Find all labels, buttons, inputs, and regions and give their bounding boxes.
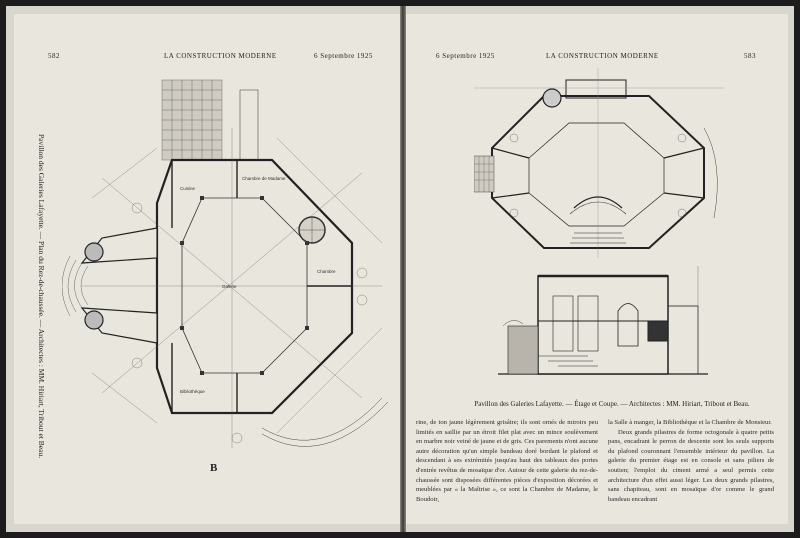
right-page-number: 583	[744, 52, 756, 60]
vertical-caption-text: Pavillon des Galeries Lafayette. — Plan du Rez-de-chaussée. — Architectes : MM. Hiriart, Tribout et Beau.	[37, 134, 46, 459]
left-journal-title: LA CONSTRUCTION MODERNE	[164, 52, 277, 60]
label-cuisine: Cuisine	[180, 186, 196, 191]
left-page-number: 582	[48, 52, 60, 60]
left-page	[14, 14, 400, 524]
right-journal-title: LA CONSTRUCTION MODERNE	[546, 52, 659, 60]
section-drawing	[498, 266, 708, 381]
label-bibliotheque: Bibliothèque	[180, 389, 205, 394]
ground-floor-plan	[62, 68, 392, 468]
left-date: 6 Septembre 1925	[314, 52, 373, 60]
label-galerie: Galerie	[222, 284, 237, 289]
figure-caption: Pavillon des Galeries Lafayette. — Étage et Coupe. — Architectes : MM. Hiriart, Tribout et Beau.	[474, 400, 750, 408]
left-wings	[82, 228, 157, 343]
section-marker-b: B	[210, 462, 218, 474]
book-spread	[6, 6, 794, 532]
paragraph: Deux grands pilastres de forme octogonale à quatre petits pans, encadrant le perron de descente sont les seuls supports du plafond couronnant l'ensemble intérieur du pavillon. La galerie du premier étage est en console et sans piliers de soutien; l'emploi du ciment armé a seul permis cette architecture d'un effet aussi léger. Les deux grands pilastres, sans chapiteau, sont en mosaïque d'or comme le grand bandeau encadrant	[608, 428, 774, 503]
paragraph: la Salle à manger, la Bibliothèque et la Chambre de Monsieur.	[608, 419, 772, 426]
pergola-grid	[162, 80, 222, 160]
right-page	[406, 14, 788, 524]
plan-vertical-caption	[36, 134, 46, 459]
upper-floor-plan	[474, 68, 724, 258]
right-date: 6 Septembre 1925	[436, 52, 495, 60]
paragraph: rine, de ton jaune légèrement grisâtre; ils sont ornés de miroirs peu limités en saillie par un étroit filet plat avec un mince soulèvement en marbre noir veiné de jaune et de gris. Ces parements n'ont aucune autre décoration qu'un simple bandeau doré bordant le plafond et descendant à ses extrémités jusqu'au haut des tableaux des portes d'entrée revêtus de mosaïque d'or. Autour de cette galerie du rez-de-chaussée sont disposées différentes pièces d'exposition décorées et meublées par « la Maîtrise », ce sont la Chambre de Madame, le Boudoir,	[416, 419, 598, 503]
text-column-right	[608, 418, 774, 504]
label-chambre-madame: Chambre de Madame	[242, 176, 286, 181]
label-chambre: Chambre	[317, 269, 336, 274]
text-column-left	[416, 418, 598, 504]
